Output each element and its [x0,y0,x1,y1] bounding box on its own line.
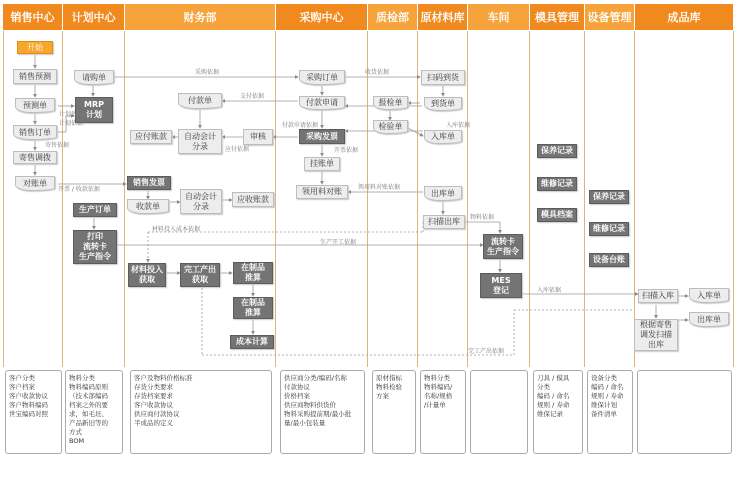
header-workshop: 车间 [468,4,530,30]
info-box-finance [130,370,272,454]
node-payment-request[interactable]: 付款申请 [299,96,345,110]
node-sales-dispatch[interactable]: 寄售调拨 [13,151,57,164]
edge-label-completion-basis: 完工产出依据 [468,348,505,355]
info-item: 设备分类 [591,374,617,382]
node-mes-register[interactable]: MES 登记 [480,273,522,298]
node-equipment-ledger[interactable]: 设备台账 [589,253,629,267]
info-item: 客户分类 [9,374,35,382]
node-inbound-note[interactable]: 入库单 [424,130,462,144]
node-auto-accounting-2[interactable]: 自动会计 分录 [180,189,222,214]
node-mold-archive[interactable]: 模具档案 [537,208,577,222]
node-scan-inbound[interactable]: 扫描入库 [638,289,678,303]
info-item: 存货档案要求 [134,392,173,400]
info-item: 供应商付款协议 [134,410,180,418]
node-outbound-note[interactable]: 出库单 [424,186,462,201]
info-box-fg-warehouse [637,370,732,454]
info-box-raw-warehouse [420,370,466,454]
info-item: 供应商分类/编码/名称 [284,374,347,382]
edge-label-inbound-basis: 入库依据 [446,122,471,129]
edge-label-material-reconcile-basis: 领用料对账依据 [358,184,401,191]
node-wip-calc-1[interactable]: 在制品 推算 [233,262,273,284]
info-item: 客户档案 [9,383,35,391]
node-mold-maintenance[interactable]: 保养记录 [537,144,577,158]
info-item: 价格档案 [284,392,310,400]
node-cost-calc[interactable]: 成本计算 [230,335,274,349]
info-item: 物料分类 [69,374,95,382]
info-item: 客户及物料价格标准 [134,374,193,382]
node-material-input[interactable]: 材料投入 获取 [128,263,166,287]
node-sales-order[interactable]: 销售订单 [13,125,57,140]
info-item: 备件清单 [591,410,617,418]
info-box-sales [5,370,62,454]
info-item: 刀具 / 模具 分类 [537,374,570,391]
node-receipt-slip[interactable]: 收款单 [127,199,169,214]
node-auto-accounting-1[interactable]: 自动会计 分录 [178,129,222,154]
edge-label-dispatch-basis: 寄售依据 [45,142,70,149]
node-wip-calc-2[interactable]: 在制品 推算 [233,297,273,319]
edge-label-inbound-basis-2: 入库依据 [537,287,562,294]
info-box-purchasing [280,370,365,454]
node-sales-forecast[interactable]: 销售预测 [13,69,57,84]
info-item: 维保计划 [591,401,617,409]
node-purchase-order[interactable]: 采购订单 [299,70,345,85]
node-statement[interactable]: 对账单 [15,176,55,191]
edge-label-pending-basis: 开票依据 [334,147,359,154]
info-item: 物料编码原则 （技术部编码 档案之外的要 求，如毛坯、 产品新旧等的 方式 [69,383,108,436]
info-box-equipment [587,370,633,454]
info-item: 原材指标 [376,374,402,382]
info-item: 客户收款协议 [134,401,173,409]
header-sales: 销售中心 [3,4,63,30]
node-scan-arrival[interactable]: 扫码到货 [421,70,465,85]
info-item: 物料检验 方案 [376,383,402,400]
node-print-card[interactable]: 打印 流转卡 生产指令 [73,230,117,264]
info-item: 物料采购提前期/最小批 量/最小包装量 [284,410,352,427]
edge-label-production-start-basis: 生产开工依据 [320,239,357,246]
edge-label-purchase-basis: 采购依据 [195,69,220,76]
header-finance: 财务部 [125,4,276,30]
node-start[interactable]: 开始 [17,41,53,54]
edge-label-payable-basis: 应付依据 [225,146,250,153]
node-purchase-invoice[interactable]: 采购发票 [299,129,345,144]
edge-label-material-cost-basis: 材料投入成本依据 [152,226,201,233]
edge-label-material-basis: 物料依据 [470,214,495,221]
node-pending-account[interactable]: 挂账单 [304,157,340,171]
node-fg-outbound[interactable]: 出库单 [689,312,729,327]
info-item: 编码 / 命名 规则 / 寿命 [591,383,624,400]
node-requisition[interactable]: 请购单 [74,70,114,85]
node-equipment-repair[interactable]: 维修记录 [589,222,629,236]
node-fg-inbound[interactable]: 入库单 [689,288,729,303]
node-completion-output[interactable]: 完工产出 获取 [180,263,220,287]
info-item: BOM [69,437,85,445]
info-item: 物料编码/ 名称/规格 /计量单 [424,383,453,409]
header-planning: 计划中心 [63,4,125,30]
info-item: 客户收款协议 [9,392,48,400]
node-payable-amount[interactable]: 应付账款 [130,130,172,144]
node-mold-repair[interactable]: 维修记录 [537,177,577,191]
header-qc: 质检部 [368,4,418,30]
info-item: 客户物料编码 世宝编码对照 [9,401,48,418]
node-receivable-amount[interactable]: 应收账款 [232,192,274,207]
info-box-planning [65,370,123,454]
node-flow-card[interactable]: 流转卡 生产指令 [483,234,523,259]
info-item: 存货分类要求 [134,383,173,391]
header-equipment: 设备管理 [585,4,635,30]
node-sales-invoice[interactable]: 销售发票 [127,176,171,190]
node-equipment-maintenance[interactable]: 保养记录 [589,190,629,204]
node-material-reconcile[interactable]: 领用料对账 [296,185,348,199]
info-box-qc [372,370,416,454]
header-fg-warehouse: 成品库 [635,4,734,30]
node-production-order[interactable]: 生产订单 [73,203,117,217]
info-box-workshop [470,370,528,454]
edge-label-calc-basis: 计划依据 [59,111,84,118]
edge-label-payment-basis: 支付依据 [240,93,265,100]
node-forecast-sheet[interactable]: 预测单 [15,98,55,113]
node-arrival-note[interactable]: 到货单 [424,97,462,111]
info-item: 供应商物料供货价 [284,401,336,409]
node-inspection-sheet[interactable]: 检验单 [373,120,408,134]
node-scan-outbound[interactable]: 扫描出库 [423,215,465,229]
edge-label-receiving-basis: 收货依据 [365,69,390,76]
node-audit[interactable]: 审核 [243,129,273,145]
info-item: 半成品的定义 [134,419,173,427]
header-purchasing: 采购中心 [276,4,368,30]
info-box-mold [533,370,583,454]
edge-label-invoice-basis: 开票 / 收款依据 [58,186,100,193]
info-item: 物料分类 [424,374,450,382]
edge-label-payment-request-basis: 付款申请依据 [282,122,319,129]
header-raw-warehouse: 原材料库 [418,4,468,30]
node-payment-slip[interactable]: 付款单 [178,93,222,109]
info-item: 编码 / 命名 规则 / 寿命 [537,392,570,409]
node-mrp[interactable]: MRP 计划 [75,97,113,123]
node-consign-transfer[interactable]: 根据寄售 调发扫描 出库 [634,319,678,351]
info-item: 维保记录 [537,410,563,418]
info-item: 付款协议 [284,383,310,391]
edge-label-calc-basis-2: 计划依据 [59,120,84,127]
header-mold: 模具管理 [530,4,585,30]
node-inspection-report[interactable]: 报检单 [373,96,408,110]
